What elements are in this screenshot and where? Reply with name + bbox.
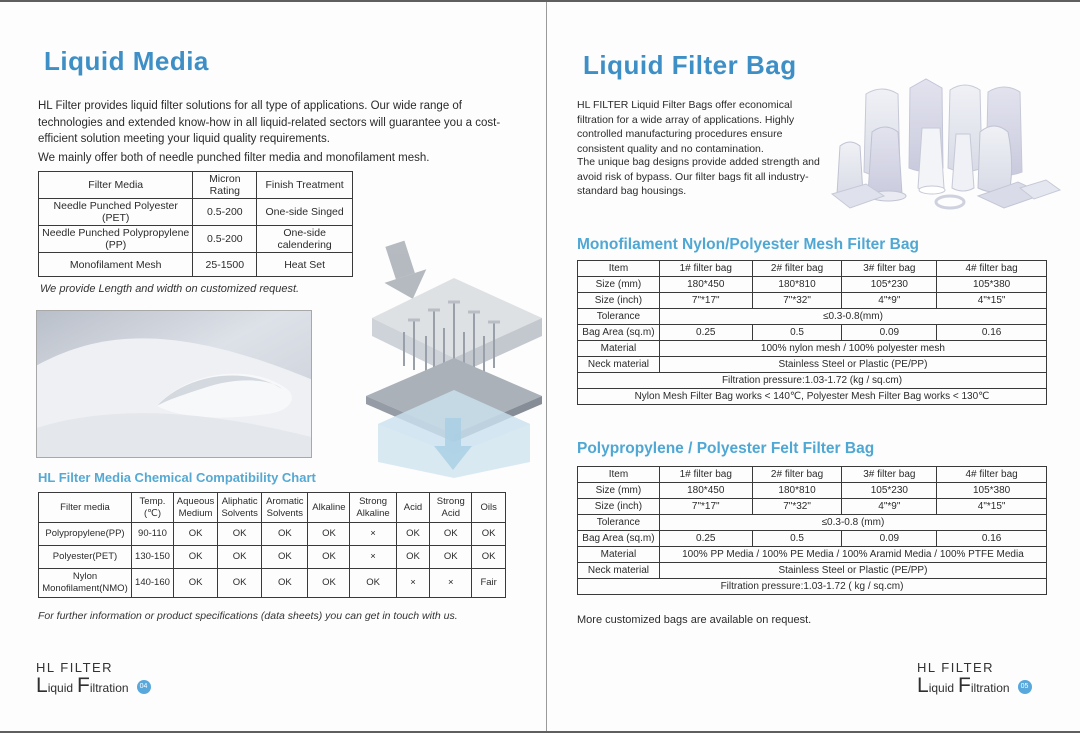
cell: 180*810 (752, 277, 842, 293)
cell: OK (308, 546, 350, 569)
col-header: 2# filter bag (752, 467, 842, 483)
cell: 7"*32" (752, 293, 842, 309)
cell: 140-160 (131, 569, 173, 598)
chemical-compatibility-table (38, 492, 506, 598)
cell: OK (174, 569, 218, 598)
table-row (39, 199, 353, 226)
cell: 0.25 (659, 531, 752, 547)
cell: Fair (472, 569, 506, 598)
row-label: Neck material (578, 563, 660, 579)
col-header: Temp.(℃) (131, 493, 173, 523)
table-row (578, 325, 1047, 341)
cell: OK (396, 546, 430, 569)
cell: OK (218, 569, 262, 598)
cell: 4"*9" (842, 499, 937, 515)
logo-text: iltration (89, 681, 129, 695)
cell: 130-150 (131, 546, 173, 569)
cell: 7"*32" (752, 499, 842, 515)
logo-letter: L (917, 674, 929, 697)
cell: 0.5 (752, 325, 842, 341)
col-header: Item (578, 261, 660, 277)
filter-bags-photo-art (830, 76, 1062, 218)
cell: 7"*17" (659, 293, 752, 309)
cell: × (430, 569, 472, 598)
table-row (578, 277, 1047, 293)
row-label: Size (mm) (578, 483, 660, 499)
cell: One-side calendering (257, 226, 353, 253)
col-header: Filter Media (39, 172, 193, 199)
cell: 105*230 (842, 277, 937, 293)
cell: 180*810 (752, 483, 842, 499)
cell: 100% PP Media / 100% PE Media / 100% Aramid Media / 100% PTFE Media (659, 547, 1046, 563)
page-liquid-filter-bag (547, 0, 1080, 733)
col-header: Strong Alkaline (350, 493, 396, 523)
cell: 90-110 (131, 523, 173, 546)
cell: OK (174, 523, 218, 546)
pressure-note: Filtration pressure:1.03-1.72 (kg / sq.cm) (578, 373, 1047, 389)
col-header: 2# filter bag (752, 261, 842, 277)
brand-name: HL FILTER (36, 660, 114, 675)
col-header: 3# filter bag (842, 467, 937, 483)
cell: 0.16 (937, 531, 1047, 547)
cell: Needle Punched Polypropylene (PP) (39, 226, 193, 253)
felt-bag-heading: Polypropylene / Polyester Felt Filter Bag (577, 440, 875, 457)
cell: ≤0.3-0.8(mm) (659, 309, 1046, 325)
table-row (578, 293, 1047, 309)
cell: OK (430, 523, 472, 546)
cell: ≤0.3-0.8 (mm) (659, 515, 1046, 531)
row-label: Tolerance (578, 309, 660, 325)
cell: 105*230 (842, 483, 937, 499)
cell: 0.09 (842, 531, 937, 547)
cell: 100% nylon mesh / 100% polyester mesh (659, 341, 1046, 357)
cell: Nylon Monofilament(NMO) (39, 569, 132, 598)
intro-paragraph: HL FILTER Liquid Filter Bags offer economical filtration for a wide array of applications. Highly controlled manufacturing procedures ensure consistent quality and no contamination. (577, 99, 795, 156)
logo-wordmark (917, 674, 1032, 697)
filter-media-photo-art (37, 311, 312, 458)
mesh-bag-spec-table (577, 260, 1047, 405)
cell: Polypropylene(PP) (39, 523, 132, 546)
cell: 0.5 (752, 531, 842, 547)
table-row (578, 563, 1047, 579)
row-label: Size (inch) (578, 293, 660, 309)
table-row (578, 531, 1047, 547)
logo-letter: F (958, 674, 971, 697)
cell: OK (472, 546, 506, 569)
col-header: Aliphatic Solvents (218, 493, 262, 523)
table-row (578, 341, 1047, 357)
cell: Monofilament Mesh (39, 253, 193, 277)
cell: × (396, 569, 430, 598)
page-number-badge: 05 (1018, 680, 1032, 694)
page-title: Liquid Filter Bag (583, 50, 797, 80)
cell: Heat Set (257, 253, 353, 277)
row-label: Bag Area (sq.m) (578, 531, 660, 547)
cell: 25-1500 (193, 253, 257, 277)
cell: 4"*15" (937, 293, 1047, 309)
cell: 180*450 (659, 483, 752, 499)
table-header-row (578, 467, 1047, 483)
logo-text: iquid (47, 681, 74, 695)
cell: OK (262, 523, 308, 546)
col-header: Item (578, 467, 660, 483)
needle-punch-diagram-art (344, 240, 550, 478)
footer-logo (36, 660, 151, 695)
temperature-note: Nylon Mesh Filter Bag works < 140℃, Polyester Mesh Filter Bag works < 130℃ (578, 389, 1047, 405)
row-label: Tolerance (578, 515, 660, 531)
cell: Stainless Steel or Plastic (PE/PP) (659, 563, 1046, 579)
page-number-badge: 04 (137, 680, 151, 694)
table-header-row (39, 493, 506, 523)
cell: OK (218, 523, 262, 546)
table-row (578, 499, 1047, 515)
col-header: 1# filter bag (659, 261, 752, 277)
cell: × (350, 523, 396, 546)
filter-bags-photo (830, 76, 1062, 218)
cell: Polyester(PET) (39, 546, 132, 569)
row-label: Material (578, 341, 660, 357)
customized-note: We provide Length and width on customized request. (40, 283, 300, 295)
brand-name: HL FILTER (917, 660, 995, 675)
col-header: Micron Rating (193, 172, 257, 199)
col-header: 4# filter bag (937, 261, 1047, 277)
logo-letter: L (36, 674, 48, 697)
intro-paragraph-2: We mainly offer both of needle punched filter media and monofilament mesh. (38, 152, 430, 164)
cell: OK (174, 546, 218, 569)
table-header-row (39, 172, 353, 199)
table-row (578, 547, 1047, 563)
cell: OK (308, 569, 350, 598)
footer-logo (917, 660, 1032, 695)
intro-paragraph: HL Filter provides liquid filter solutions for all type of applications. Our wide range of technologies and extended know-how in all liquid-related sectors will guarantee you a cost-efficient solution meeting your liquid quality requirements. (38, 100, 501, 146)
table-row (39, 569, 506, 598)
row-label: Bag Area (sq.m) (578, 325, 660, 341)
col-header: Finish Treatment (257, 172, 353, 199)
cell: 7"*17" (659, 499, 752, 515)
needle-punch-diagram (344, 240, 550, 478)
table-row (578, 309, 1047, 325)
mesh-bag-heading: Monofilament Nylon/Polyester Mesh Filter Bag (577, 236, 919, 253)
table-row (578, 579, 1047, 595)
col-header: 1# filter bag (659, 467, 752, 483)
cell: OK (350, 569, 396, 598)
logo-text: iquid (928, 681, 955, 695)
col-header: Alkaline (308, 493, 350, 523)
cell: 180*450 (659, 277, 752, 293)
col-header: Filter media (39, 493, 132, 523)
col-header: 3# filter bag (842, 261, 937, 277)
table-header-row (578, 261, 1047, 277)
cell: OK (308, 523, 350, 546)
cell: OK (472, 523, 506, 546)
intro-paragraph-2: The unique bag designs provide added strength and avoid risk of bypass. Our filter bags fit all industry-standard bag housings. (577, 156, 820, 198)
table-row (39, 253, 353, 277)
pressure-note: Filtration pressure:1.03-1.72 ( kg / sq.cm) (578, 579, 1047, 595)
table-row (39, 546, 506, 569)
cell: 4"*9" (842, 293, 937, 309)
table-row (578, 389, 1047, 405)
felt-bag-spec-table (577, 466, 1047, 595)
cell: OK (218, 546, 262, 569)
table-row (578, 483, 1047, 499)
logo-wordmark (36, 674, 151, 697)
filter-media-table (38, 171, 353, 277)
col-header: Strong Acid (430, 493, 472, 523)
cell: OK (396, 523, 430, 546)
cell: 0.25 (659, 325, 752, 341)
cell: Needle Punched Polyester (PET) (39, 199, 193, 226)
page-title: Liquid Media (44, 46, 209, 76)
col-header: 4# filter bag (937, 467, 1047, 483)
cell: 105*380 (937, 483, 1047, 499)
contact-footnote: For further information or product specifications (data sheets) you can get in touch with us. (38, 610, 458, 622)
cell: × (350, 546, 396, 569)
filter-media-photo (36, 310, 312, 458)
cell: 0.5-200 (193, 199, 257, 226)
table-row (578, 373, 1047, 389)
cell: 105*380 (937, 277, 1047, 293)
cell: 0.5-200 (193, 226, 257, 253)
cell: One-side Singed (257, 199, 353, 226)
logo-text: iltration (970, 681, 1010, 695)
cell: 4"*15" (937, 499, 1047, 515)
cell: 0.09 (842, 325, 937, 341)
col-header: Aqueous Medium (174, 493, 218, 523)
cell: OK (262, 569, 308, 598)
cell: OK (262, 546, 308, 569)
compat-chart-heading: HL Filter Media Chemical Compatibility Chart (38, 470, 316, 485)
more-bags-note: More customized bags are available on request. (577, 614, 812, 626)
row-label: Size (inch) (578, 499, 660, 515)
col-header: Oils (472, 493, 506, 523)
logo-letter: F (77, 674, 90, 697)
table-row (39, 226, 353, 253)
table-row (578, 515, 1047, 531)
row-label: Neck material (578, 357, 660, 373)
table-row (578, 357, 1047, 373)
cell: Stainless Steel or Plastic (PE/PP) (659, 357, 1046, 373)
col-header: Acid (396, 493, 430, 523)
cell: 0.16 (937, 325, 1047, 341)
table-row (39, 523, 506, 546)
row-label: Size (mm) (578, 277, 660, 293)
row-label: Material (578, 547, 660, 563)
col-header: Aromatic Solvents (262, 493, 308, 523)
cell: OK (430, 546, 472, 569)
